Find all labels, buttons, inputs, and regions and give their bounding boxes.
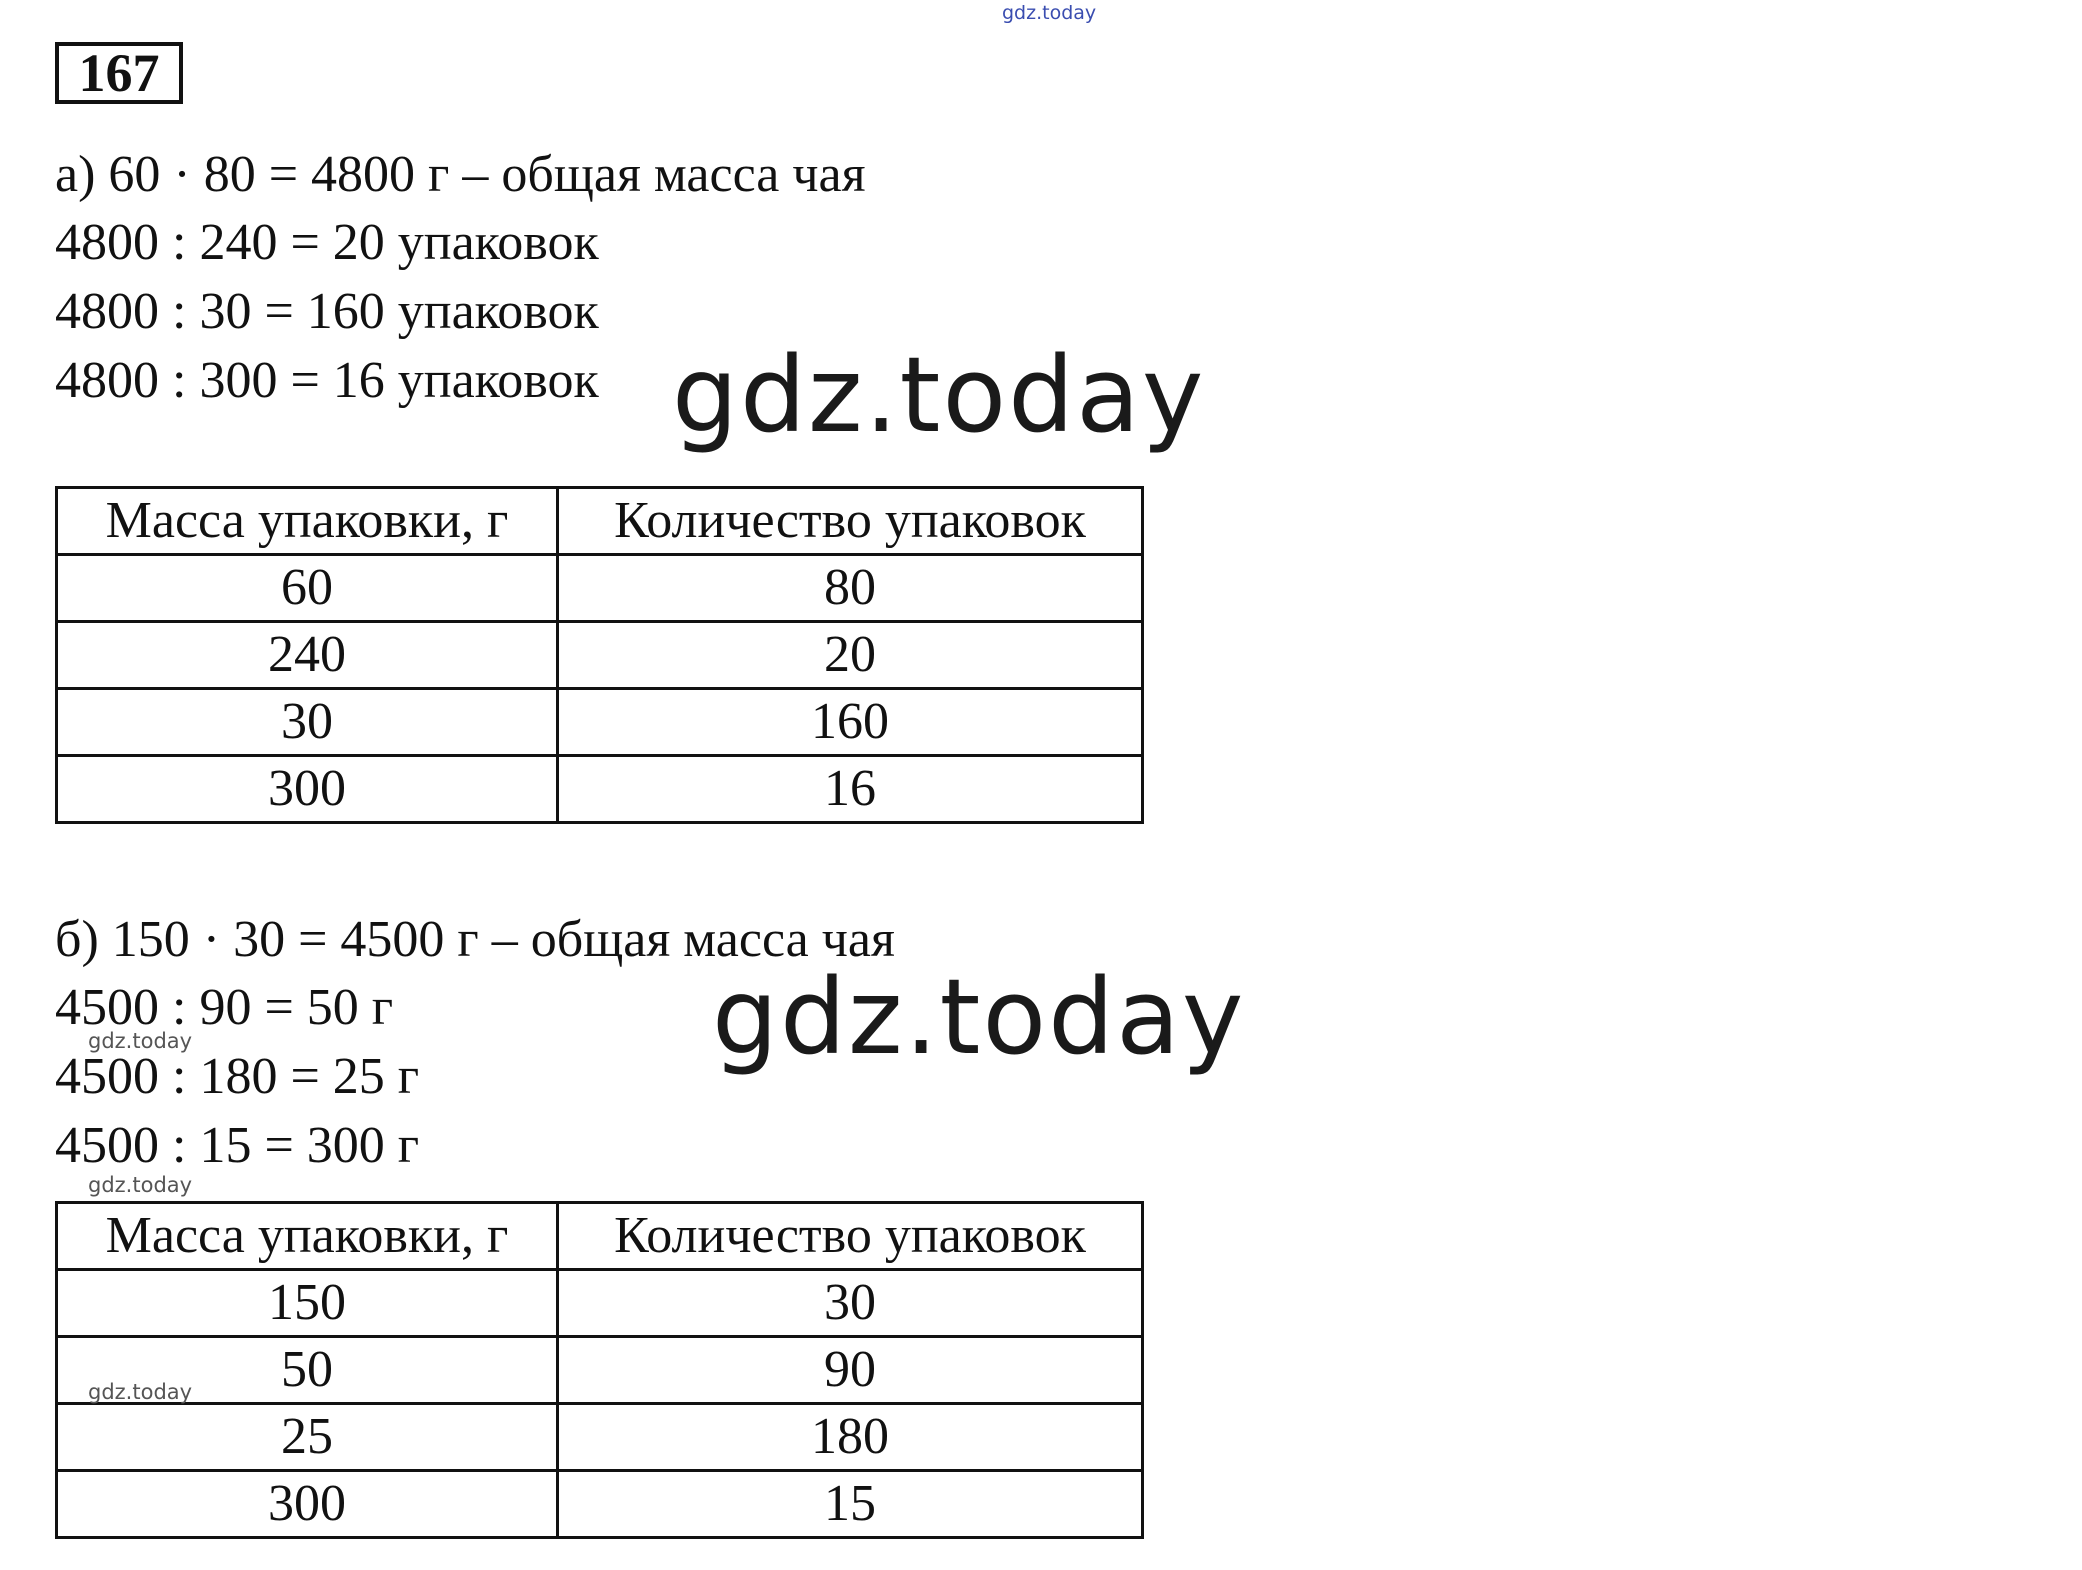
watermark-big-1: gdz.today [672,334,1206,456]
table-row [57,1404,1143,1471]
watermark-big-2: gdz.today [712,956,1246,1078]
table-header-count: Количество упаковок [558,488,1143,555]
part-a-line-2: 4800 : 240 = 20 упаковок [55,214,599,271]
table-cell-count: 80 [558,555,1143,622]
table-cell-count: 15 [558,1471,1143,1538]
part-b-line-2: 4500 : 90 = 50 г [55,979,394,1036]
table-cell-mass: 50 [57,1337,558,1404]
table-header-mass: Масса упаковки, г [57,488,558,555]
table-header-mass: Масса упаковки, г [57,1203,558,1270]
part-b-line-3: 4500 : 180 = 25 г [55,1048,420,1105]
table-row [57,689,1143,756]
table-cell-mass: 150 [57,1270,558,1337]
table-cell-mass: 300 [57,756,558,823]
table-cell-mass: 240 [57,622,558,689]
part-a-line-3: 4800 : 30 = 160 упаковок [55,283,599,340]
table-row [57,1270,1143,1337]
table-row [57,1471,1143,1538]
table-cell-mass: 300 [57,1471,558,1538]
table-header-row [57,488,1143,555]
table-cell-count: 90 [558,1337,1143,1404]
watermark-small-1: gdz.today [88,1029,193,1053]
table-row [57,1337,1143,1404]
part-a-table [55,486,1144,824]
table-row [57,622,1143,689]
table-cell-count: 20 [558,622,1143,689]
table-cell-count: 180 [558,1404,1143,1471]
table-row [57,555,1143,622]
table-cell-count: 30 [558,1270,1143,1337]
watermark-small-3: gdz.today [88,1380,193,1404]
problem-number: 167 [55,42,183,104]
part-b-line-4: 4500 : 15 = 300 г [55,1117,420,1174]
table-cell-count: 16 [558,756,1143,823]
table-cell-mass: 30 [57,689,558,756]
table-header-row [57,1203,1143,1270]
part-b-table [55,1201,1144,1539]
part-a-line-4: 4800 : 300 = 16 упаковок [55,352,599,409]
part-a-line-1: а) 60 · 80 = 4800 г – общая масса чая [55,146,866,203]
table-cell-mass: 25 [57,1404,558,1471]
part-b-line-1: б) 150 · 30 = 4500 г – общая масса чая [55,911,895,968]
table-row [57,756,1143,823]
table-header-count: Количество упаковок [558,1203,1143,1270]
table-cell-mass: 60 [57,555,558,622]
watermark-small-2: gdz.today [88,1173,193,1197]
table-cell-count: 160 [558,689,1143,756]
watermark-top: gdz.today [1002,2,1097,24]
